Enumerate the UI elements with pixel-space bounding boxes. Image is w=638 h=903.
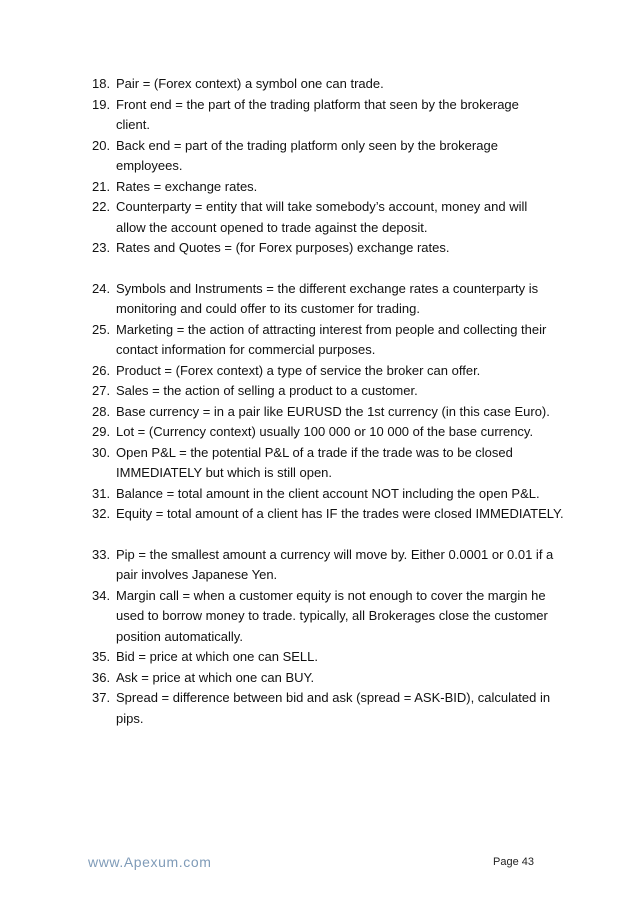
item-number: 24. <box>92 280 111 296</box>
item-text: Margin call = when a customer equity is not enough to cover the margin he <box>116 587 546 603</box>
item-text: Symbols and Instruments = the different exchange rates a counterparty is <box>116 280 539 296</box>
footer-website: www.Apexum.com <box>88 854 212 870</box>
item-number: 23. <box>92 240 111 255</box>
list-item <box>92 279 572 320</box>
item-number: 20. <box>92 137 111 153</box>
item-text: Counterparty = entity that will take somebody’s account, money and will <box>116 199 528 214</box>
list-item <box>92 422 572 443</box>
item-text: Spread = difference between bid and ask (spread = ASK-BID), calculated in <box>116 690 551 705</box>
list-item <box>92 545 572 586</box>
item-text: Lot = (Currency context) usually 100 000 or 10 000 of the base currency. <box>116 424 534 439</box>
list-item <box>92 402 572 423</box>
item-number: 31. <box>92 485 111 501</box>
item-text: Pip = the smallest amount a currency will move by. Either 0.0001 or 0.01 if a <box>116 546 554 562</box>
list-item <box>92 504 572 525</box>
list-item <box>92 361 572 382</box>
list-item <box>92 586 572 648</box>
item-text: Back end = part of the trading platform only seen by the brokerage <box>116 137 498 153</box>
item-number: 32. <box>92 506 111 521</box>
definition-list <box>92 74 572 729</box>
item-text: Balance = total amount in the client account NOT including the open P&L. <box>116 485 540 501</box>
list-item <box>92 136 572 177</box>
item-text-continuation: pair involves Japanese Yen. <box>116 567 278 582</box>
item-number: 35. <box>92 649 111 664</box>
page-number: Page 43 <box>493 856 534 868</box>
list-item <box>92 320 572 361</box>
item-text: Equity = total amount of a client has IF the trades were closed IMMEDIATELY. <box>116 506 564 521</box>
list-item <box>92 95 572 136</box>
item-text-continuation: employees. <box>116 158 183 173</box>
item-text: Ask = price at which one can BUY. <box>116 669 315 685</box>
item-number: 37. <box>92 690 111 705</box>
item-number: 25. <box>92 321 111 337</box>
item-text: Sales = the action of selling a product to a customer. <box>116 383 418 398</box>
list-item <box>92 443 572 484</box>
item-number: 30. <box>92 444 111 460</box>
item-text-continuation: contact information for commercial purposes. <box>116 342 376 357</box>
item-number: 36. <box>92 669 111 685</box>
item-text-continuation: client. <box>116 117 150 132</box>
item-number: 29. <box>92 424 111 439</box>
list-item <box>92 381 572 402</box>
list-item <box>92 647 572 668</box>
item-number: 34. <box>92 587 111 603</box>
item-text: Front end = the part of the trading platform that seen by the brokerage <box>116 96 519 112</box>
item-text: Product = (Forex context) a type of service the broker can offer. <box>116 362 481 378</box>
item-number: 19. <box>92 96 111 112</box>
item-text: Open P&L = the potential P&L of a trade if the trade was to be closed <box>116 444 513 460</box>
item-text-continuation: IMMEDIATELY but which is still open. <box>116 465 333 480</box>
item-number: 21. <box>92 178 111 194</box>
item-number: 27. <box>92 383 111 398</box>
item-text: Rates and Quotes = (for Forex purposes) exchange rates. <box>116 240 450 255</box>
item-text: Rates = exchange rates. <box>116 178 258 194</box>
item-text-continuation: used to borrow money to trade. typically, all Brokerages close the customer <box>116 608 548 623</box>
item-number: 33. <box>92 546 111 562</box>
item-number: 18. <box>92 76 111 91</box>
list-item <box>92 668 572 689</box>
list-item <box>92 688 572 729</box>
item-number: 22. <box>92 199 111 214</box>
item-text: Marketing = the action of attracting interest from people and collecting their <box>116 321 547 337</box>
item-text: Pair = (Forex context) a symbol one can trade. <box>116 76 384 91</box>
item-text-continuation: position automatically. <box>116 628 243 644</box>
list-item <box>92 197 572 238</box>
list-item <box>92 484 572 505</box>
item-text-continuation: allow the account opened to trade against the deposit. <box>116 219 428 235</box>
item-number: 26. <box>92 362 111 378</box>
item-number: 28. <box>92 403 111 419</box>
item-text-continuation: pips. <box>116 710 144 726</box>
list-item <box>92 238 572 259</box>
list-item <box>92 177 572 198</box>
item-text: Base currency = in a pair like EURUSD the 1st currency (in this case Euro). <box>116 403 550 419</box>
list-item <box>92 74 572 95</box>
item-text-continuation: monitoring and could offer to its customer for trading. <box>116 301 420 316</box>
item-text: Bid = price at which one can SELL. <box>116 649 318 664</box>
